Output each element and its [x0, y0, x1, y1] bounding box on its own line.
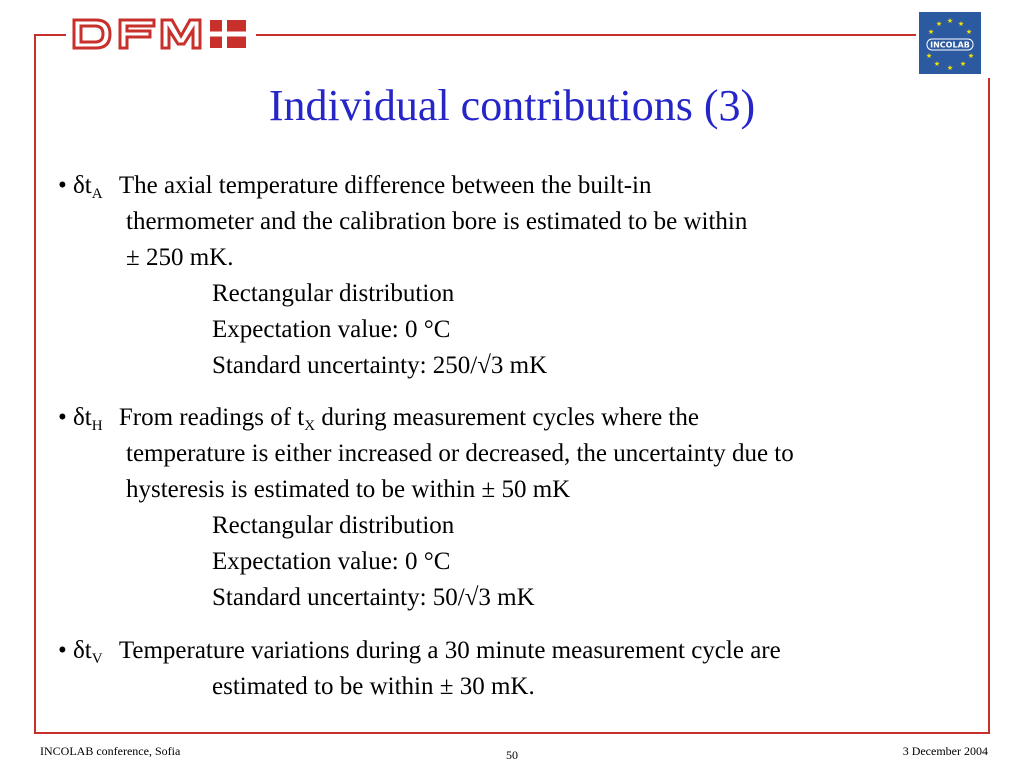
item-v-text: Temperature variations during a 30 minute measurement cycle are — [118, 637, 781, 664]
svg-text:★: ★ — [933, 60, 941, 68]
symbol: δt — [73, 404, 92, 431]
footer-right: 3 December 2004 — [902, 744, 988, 758]
frame-top-right — [256, 34, 916, 36]
symbol-subscript: V — [91, 651, 103, 667]
svg-text:★: ★ — [965, 28, 973, 36]
item-h-continuation-1: temperature is either increased or decreased, the uncertainty due to — [126, 440, 794, 467]
bullet: • — [58, 172, 67, 199]
item-a-text: The axial temperature difference between the built-in — [118, 172, 652, 199]
svg-text:★: ★ — [946, 17, 954, 25]
svg-text:INCOLAB: INCOLAB — [930, 40, 970, 50]
symbol-subscript: A — [91, 186, 103, 202]
svg-text:★: ★ — [946, 64, 954, 72]
svg-text:★: ★ — [925, 52, 933, 60]
svg-text:★: ★ — [967, 52, 975, 60]
item-h-detail-2: Expectation value: 0 °C — [212, 548, 451, 575]
incolab-logo — [919, 12, 981, 74]
footer-page-number: 50 — [506, 748, 518, 762]
dfm-logo — [70, 14, 250, 54]
frame-right — [988, 78, 990, 734]
item-a-first-line — [58, 168, 651, 204]
svg-text:★: ★ — [935, 20, 943, 28]
symbol: δt — [73, 637, 92, 664]
svg-text:★: ★ — [957, 20, 965, 28]
bullet: • — [58, 637, 67, 664]
frame-bottom — [34, 732, 990, 734]
symbol-subscript: H — [91, 418, 103, 434]
item-a-detail-3: Standard uncertainty: 250/√3 mK — [212, 352, 548, 379]
frame-top-left — [34, 34, 66, 36]
item-h-text: From readings of $t_X$ during measurement cycles where the — [118, 404, 699, 434]
item-a-continuation-1: thermometer and the calibration bore is estimated to be within — [126, 208, 748, 235]
slide-title: Individual contributions (3) — [268, 81, 756, 130]
svg-text:★: ★ — [959, 60, 967, 68]
item-h-detail-1: Rectangular distribution — [212, 512, 455, 539]
item-h-detail-3: Standard uncertainty: 50/√3 mK — [212, 584, 535, 611]
frame-left — [34, 34, 36, 734]
danish-flag-icon — [210, 20, 246, 48]
item-h-continuation-2: hysteresis is estimated to be within ± 50 mK — [126, 476, 571, 503]
item-a-continuation-2: ± 250 mK. — [126, 244, 234, 271]
symbol: δt — [73, 172, 92, 199]
item-h-first-line — [58, 400, 699, 436]
item-v-detail-1: estimated to be within ± 30 mK. — [212, 673, 535, 700]
item-v-first-line — [58, 633, 781, 669]
footer-left: INCOLAB conference, Sofia — [40, 744, 181, 758]
svg-text:★: ★ — [927, 28, 935, 36]
item-a-detail-1: Rectangular distribution — [212, 280, 455, 307]
bullet: • — [58, 404, 67, 431]
item-a-detail-2: Expectation value: 0 °C — [212, 316, 451, 343]
